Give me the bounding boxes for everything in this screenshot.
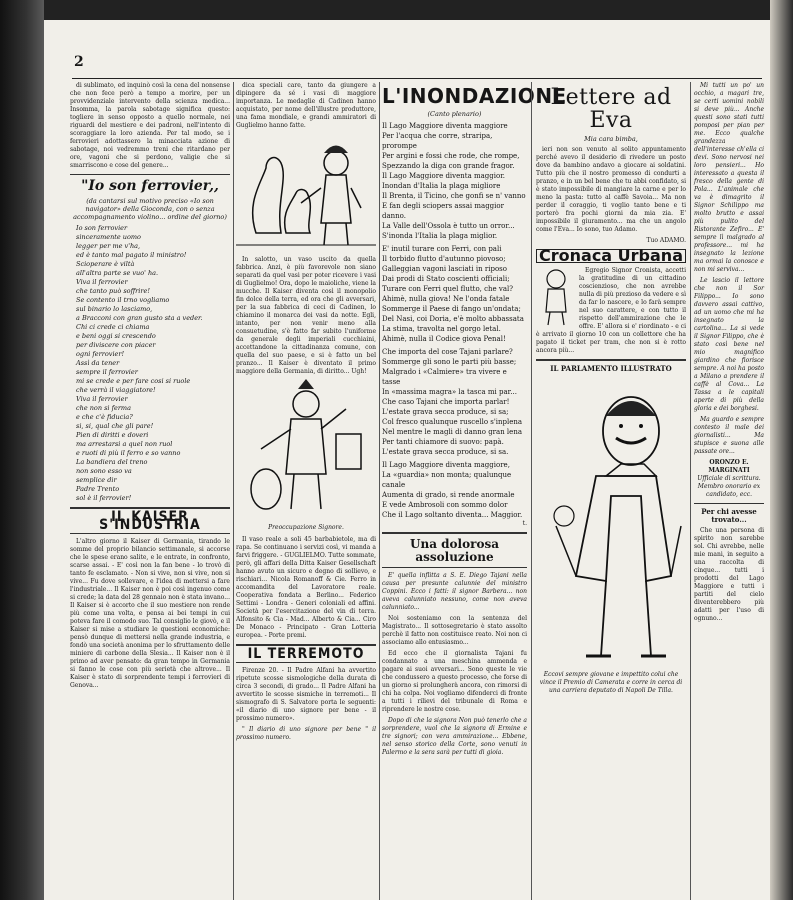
column-5 [694,82,764,900]
assoluzione-title: Una dolorosa assoluzione [410,537,499,564]
cronaca-title: Cronaca Urbana [536,249,686,263]
verse-4: Il Lago Maggiore diventa maggiore, La «guardia» non monta; qualunque canale Aumenta di grado, si rende anormale E vede Ambrosoli con sommo dolor Che il Lago soltanto diventa... Maggior. [382,461,523,519]
kaiser-title: IL KAISER S'INDUSTRIA [99,508,201,533]
portrait-caption: Eccovi sempre giovane e impettito colui che vince il Premio di Camerata e corre in cerca di una carriera deputato di Napoli De Tilla. [539,671,683,695]
poem-title: "Io son ferrovier,, [81,178,219,194]
cronaca-text: Egregio Signor Cronista, accetti la gratitudine di un cittadino coscienzioso, che non avrebbe nulla di più prezioso da vedere e sì da far lo nascere, e lo farà sempre nel suo carattere, e con tutto il rispetto dell'ammirazione che le offre. E' allora si e' riordinato - e ci è arrivato il giorno 10 con un collettore che ha pagato il ticket per tram, che non si è rotto ancora più... [536,267,686,355]
assoluzione-text-1: E' quella inflitta a S. E. Diego Tajani nella causa per presunte calunnie del ministro Coppini. Ecco i fatti: il signor Barbera... non aveva calunniato nessuno, come non aveva calunniato... [382,572,527,612]
binding-shadow [0,0,44,900]
divider [382,532,527,534]
verse-2: E' inutil turare con Ferri, con pali Il torbido flutto d'autunno piovoso; Galleggian vagoni lasciati in riposo Dai prodi di Stato coscienti officiali; Turare con Ferri quel flutto, che val? Ahimè, nulla giova! Ne l'onda fatale Sommerge il Paese di fango un'ondata; Del Nasi, coi Doria, e'è molto abbassata La stima, travolta nel gorgo letal. Ahimè, nulla il Codice giova Penal! [382,245,524,343]
cronista-figure-illustration [536,267,576,327]
verse-signature: t. [522,520,527,527]
top-edge [44,0,770,20]
kaiser-text: L'altro giorno il Kaiser di Germania, tirando le somme del proprio bilancio settimanale, si accorse che le spese erano salite, e le entrate, in confronto, scarse assai. - E' così non la fan bene - lo trovò di tanto fe esclamato. - Non si vive, non si vive, non si vive... Fu dove sollevare, e l'idea di mettersi a fare l'industriale... Il Kaiser non è poi così ingenuo come si crede; la data del 28 gennaio non è stata invano... Il Kaiser si è accorto che il suo mestiere non rende più come una volta, e pensa ai bei tempi in cui poteva fare il comodo suo. Tal consiglio le giovò, e il Kaiser si mise a studiare le questioni economiche: pensò dunque di mettersi nella grande industria, e fondò una società anonima per lo sfruttamento delle miniere di carbone della Slesia... Il Kaiser non è il primo ad aver pensato: da gran tempo in Germania si fanno le cose con più serietà che altrove... Il Kaiser è stato di sorprendente tempi i ferrovieri di Genova... [70,537,230,689]
right-page-edge [770,0,793,900]
quake-title: IL TERREMOTO [247,646,365,662]
col2-top-text: dica speciali care, tanto da giungere a dipingere da sé i vasi di maggiore importanza. Le medaglie di Cadinen hanno acquistato, per nome dell'illustre produttore, una fama mondiale, e grandi ammiratori di Guglielmo hanno fatte. [236,82,376,129]
inondazione-subtitle: (Canto plenario) [427,110,482,118]
kaiser-soldier-illustration [236,379,376,519]
inondazione-title: L'INONDAZIONE [382,84,567,108]
quake-footer: " Il diario di uno signore per bene " il prossimo numero. [236,726,376,741]
column-rule [233,82,234,900]
kaiser-vase-illustration [236,133,376,253]
col5-text-4: Che una persona di spirito non sarebbe sol. Chi avrebbe, nelle mie mani, in seguito a una raccolta di cinque... tutti i prodotti del Lago Maggiore e tutti i partiti del cielo diventerebbero più adatti per l'uso di ognuno... [694,527,764,622]
quake-text: Firenze 20. - Il Padre Alfani ha avvertito ripetute scosse sismologiche della durata di circa 3 secondi, di grado... Il Padre Alfani ha avvertito le scosse sismiche in terremoti... Il sismografo di S. Salvatore porta le seguenti: «il diario di uno signore per bene - il prossimo numero». [236,667,376,722]
poem-subtitle: (da cantarsi sul motivo preciso «Io son navigator» della Gioconda, con o senza accompagnamento violino... ordine del giorno) [73,196,227,221]
parlamento-title: IL PARLAMENTO ILLUSTRATO [550,364,672,374]
divider [694,503,764,504]
lettere-title: Lettere ad Eva [550,85,672,134]
verse-1: Il Lago Maggiore diventa maggiore Per l'acqua che corre, straripa, prorompe Per argini e fossi che rode, che rompe, Spezzando la diga con grande fragor. Il Lago Maggiore diventa maggior. Inondan d'Italia la plaga migliore Il Brenta, il Ticino, che gonfi se n' vanno E fan degli sciopers assai maggior danno. La Valle dell'Ossola è tutto un orror... S'inonda l'Italia la plaga miglior. [382,122,526,240]
divider [536,359,686,361]
column-2 [236,82,376,900]
col5-text-1: Mi tutti un po' un occhio, a magari tre, se certi uomini nobili si deve più... Anche questi sono stati tutti pomposi per pian per me. Ecco qualche grandezza dell'interesse ch'ella ci devi. Sono nervosi nei loro pensieri... Ho interessato a questa il fresco della gente di Pola... L'animale che va è dimagrito il Signor Schilippo ma molto brutto e assai più pulito del Ristorante Zefiro... E' sempre lì malgrado al professore... mi ha insegnato la lezione ma ormai la conosce e non mi serviva... [694,82,764,273]
col2-mid-text: In salotto, un vaso uscito da quella fabbrica. Anzi, è più favorevole non siano separati da quel vasi per poter ricevere i vasi di Guglielmo! Ora, dopo le maioliche, viene la mucche. Il Kaiser diventa così il monopolio fin dolce della terra, ed ora che gli avversari, per la sua fabbrica di ceci di Cadinen, lo chiamino il monarca dei vasi da notte. Egli, intanto, per non venir meno alla consuetudine, s'è fatto far subito l'uniforme da generale degli imperiali cucchiaini, accettandone la cittadinanza comune, con quella del suo paese, e si è fatto un bel pranzo... Il Kaiser è diventato il primo maggiore della Germania, di diritto... Ugh! [236,256,376,375]
col1-top-text: di sublimato, ed inquinò così la cena del nonsense che non fece però a tempo a morire, per un provvidenziale intervento della scienza medica... Insomma, la parola sabotage significa questo: togliere in senso opposto a quello normale, nei riguardi del mestiere e dei padroni, nell'intento di scoraggiare la loro azienda. Per tal modo, se i ferrovieri adottassero la minacciata azione di sabotage, noi vedremmo treni che ritardano per ore, vagoni che si perdono, valigie che si smarriscono e cose del genere... [70,82,230,169]
lettere-signature: Tuo ADAMO. [646,237,686,245]
deputy-portrait-illustration [536,376,686,666]
column-3 [382,82,567,900]
lettere-text: ieri non son venuto al solito appuntamento perché avevo il desiderio di rivedere un posto dove da bambino andavo a giocare ai soldatini. Tutto più che il nostro promesso di condurti a pranzo, e in un bel bene che tu abbi confidato, si è stato impossibile di mangiare la carne e per lo meno la pasta: tutto al caffè Savoia... Ma non perder il coraggio, ti voglio tanto bene e ti porterò fra pochi giorni da mia zia. E' impossibile il giuramento... ma che un angolo come l'Eva... Io sono, tuo Adamo. [536,146,686,234]
column-rule [690,82,691,900]
page-number: 2 [74,54,84,70]
divider [382,567,527,568]
column-rule [379,82,380,900]
assoluzione-text-4: Dopo di che la signora Non può tenerlo che a sorprendere, vuol che la signora di Ermine e tre signori; con vera ammirazione... Ebbene, nel senso storico della Corte, sono venuti in Palermo e la sera sarà per tutti di gioia. [382,717,527,757]
illustration-caption: Preoccupazione Signore. [268,524,344,531]
column-rule [531,82,532,900]
col5-signature-sub: Ufficiale di scrittura. Membro onorario ex candidato, ecc. [697,475,761,498]
column-4 [536,82,686,900]
divider [236,662,376,663]
assoluzione-text-2: Noi sosteniamo con la sentenza del Magistrato... Il sottosegretario è stato assolto perchè il fatto non costituisce reato. Noi non ci associamo allo entusiasmo... [382,615,527,647]
poem-text: Io son ferrovier sinceramente uomo legger per me v'ha, ed è tanto mal pagato il ministro! Scioperare è viltà all'altra parte se vuo' ha. Viva il ferrovier che tanto può soffrire! Se contento il trno vogliamo sul binario lo lasciamo, a Bracconi con gran gusto sta a veder. Chi ci crede ci chiama e beni oggi si crescendo per diviscere con piacer ogni ferrovier! Assì da tener sempre il ferrovier mi se crede e per fare cosi si ruole che verrà il viaggiatore! Viva il ferrovier che non si ferma e che c'è fiducia? si, si, qual che gli pare! Pien di diritti e doveri ma arrestarsi a quel non ruol e ruoti di più il ferro e so vanno La bandiera del treno non sono esso va semplice dir Padre Trento sol è il ferrovier! [76,223,203,502]
column-1 [70,82,230,900]
divider [70,174,230,175]
assoluzione-text-3: Ed ecco che il giornalista Tajani fu condannato a una meschina ammenda e pagare ai suoi avversari... Sono queste le vie che condussero a questo processo, che forse di un giorno si prolungherà ancora, con rimorsi di chi ha colpa. Noi vogliamo difenderci di fronte a tutti i rilievi del tribunale di Roma e riprendere le nostre cose. [382,650,527,714]
verse-3: Che importa del cose Tajani parlare? Sommerge gli sono le parti più basse; Malgrado i «Calmiere» tra vivere e tasse In «massima magra» la tasca mi par... Che caso Tajani che importa parlar! L'estate grava secca produce, si sa; Col fresco qualunque ruscello s'inplena Nel mentre le magli di danno gran lena Per tanti chiamore di suovo: papà. L'estate grava secca produce, si sa. [382,348,523,456]
header-rule [72,78,762,79]
col2-lower-text: Il vaso reale a soli 45 barbabietole, ma di rapa. Se continuano i servizi così, vi manda a farvi friggere. - GUGLIELMO. Tutte sommate, però, gli affari della Ditta Kaiser Gesellschaft hanno avuto un sicuro e degno di sollievo, e rischiari... Nicola Romanoff & Cie. Ferro in accomandita del Lavoratore reale. Cooperativa fondata a Berlino... Federico Settimi - Londra - Generi coloniali ed affini. Società per l'esercitazione del vin di terra. Alfonsito & Cia - Mad... Alberto & Cia... Ciro De Monaco - Principato - Gran Lotteria europea. - Porte premi. [236,536,376,639]
col5-text-2: Le lascio il lettore che non il Sor Filippo... Io sono davvero assai cattivo, ad un uomo che mi ha insegnato la cartolina... La si vede il Signor Filippo, che è stato così bene nel mio magnifico giardino che fiorisce sempre. A noi ha posto a Milano a prendere il caffè al Cova... La Tassa a le capitali aperte di più della gloria e dei borghesi. [694,277,764,412]
lettere-salutation: Mia cara bimba, [584,135,638,144]
col5-title: Per chi avesse trovato... [701,507,757,524]
col5-signature: ORONZO E. MARGINATI [708,459,750,474]
col5-text-3: Ma guardo e sempre contesto il male dei giornalisti... Ma stupisce e suona alle passate ore... [694,416,764,455]
divider [70,533,230,534]
newspaper-page [44,20,770,900]
